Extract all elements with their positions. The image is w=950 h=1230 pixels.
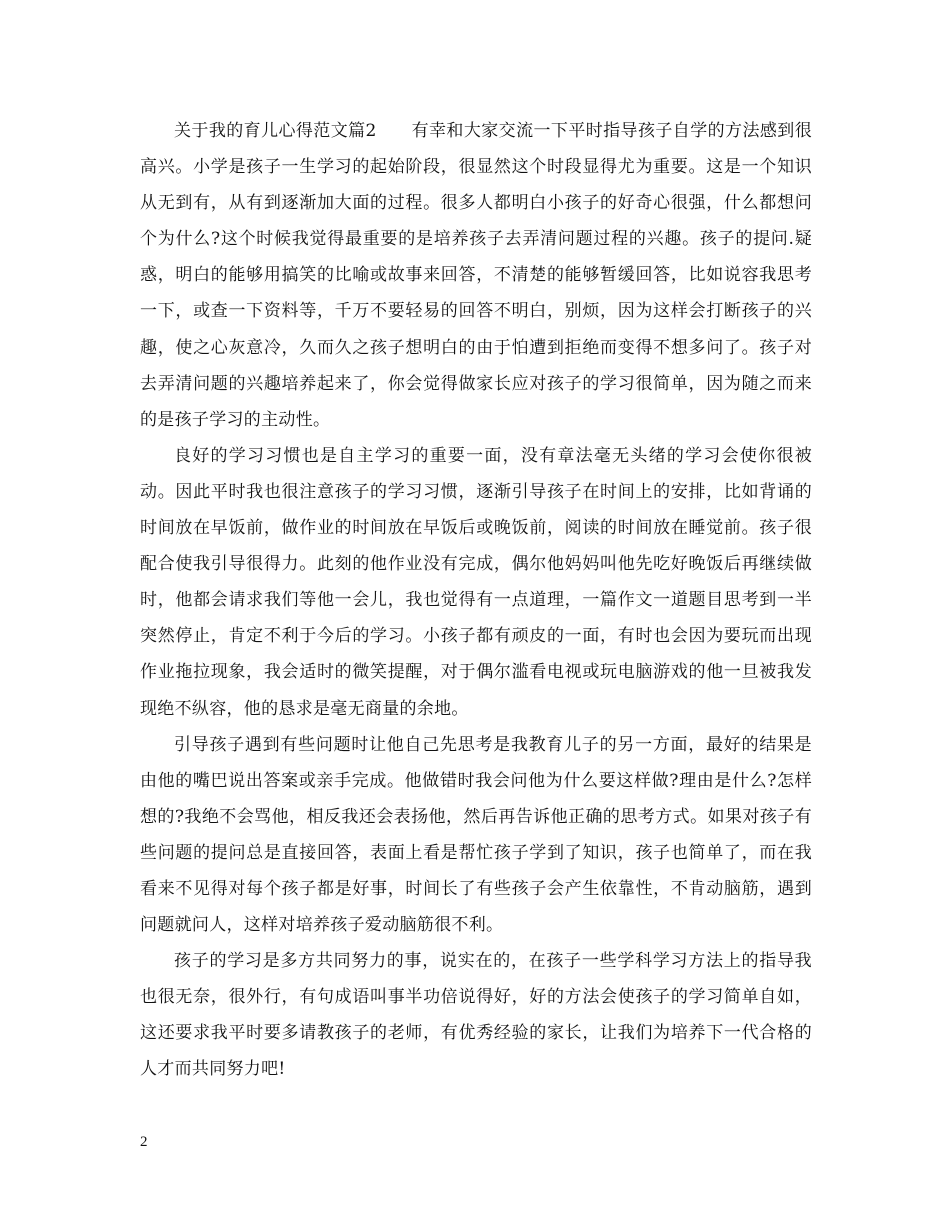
paragraph-3: 引导孩子遇到有些问题时让他自己先思考是我教育儿子的另一方面，最好的结果是由他的嘴巴说出答案或亲手完成。他做错时我会问他为什么要这样做?理由是什么?怎样想的?我绝不会骂他，相反我还会表扬他，然后再告诉他正确的思考方式。如果对孩子有些问题的提问总是直接回答，表面上看是帮忙孩子学到了知识，孩子也简单了，而在我看来不见得对每个孩子都是好事，时间长了有些孩子会产生依靠性，不肯动脑筋，遇到问题就问人，这样对培养孩子爱动脑筋很不利。 bbox=[140, 734, 812, 936]
paragraph-1: 关于我的育儿心得范文篇2 有幸和大家交流一下平时指导孩子自学的方法感到很高兴。小学是孩子一生学习的起始阶段，很显然这个时段显得尤为重要。这是一个知识从无到有，从有到逐渐加大面的过程。很多人都明白小孩子的好奇心很强，什么都想问个为什么?这个时候我觉得最重要的是培养孩子去弄清问题过程的兴趣。孩子的提问.疑惑，明白的能够用搞笑的比喻或故事来回答，不清楚的能够暂缓回答，比如说容我思考一下，或查一下资料等，千万不要轻易的回答不明白，别烦，因为这样会打断孩子的兴趣，使之心灰意冷，久而久之孩子想明白的由于怕遭到拒绝而变得不想多问了。孩子对去弄清问题的兴趣培养起来了，你会觉得做家长应对孩子的学习很简单，因为随之而来的是孩子学习的主动性。 bbox=[140, 121, 812, 430]
paragraph-4: 孩子的学习是多方共同努力的事，说实在的，在孩子一些学科学习方法上的指导我也很无奈，很外行，有句成语叫事半功倍说得好，好的方法会使孩子的学习简单自如，这还要求我平时要多请教孩子的老师，有优秀经验的家长，让我们为培养下一代合格的人才而共同努力吧! bbox=[140, 951, 812, 1080]
page-number: 2 bbox=[140, 1134, 148, 1150]
paragraph-2: 良好的学习习惯也是自主学习的重要一面，没有章法毫无头绪的学习会使你很被动。因此平时我也很注意孩子的学习习惯，逐渐引导孩子在时间上的安排，比如背诵的时间放在早饭前，做作业的时间放在早饭后或晚饭前，阅读的时间放在睡觉前。孩子很配合使我引导很得力。此刻的他作业没有完成，偶尔他妈妈叫他先吃好晚饭后再继续做时，他都会请求我们等他一会儿，我也觉得有一点道理，一篇作文一道题目思考到一半突然停止，肯定不利于今后的学习。小孩子都有顽皮的一面，有时也会因为要玩而出现作业拖拉现象，我会适时的微笑提醒，对于偶尔滥看电视或玩电脑游戏的他一旦被我发现绝不纵容，他的恳求是毫无商量的余地。 bbox=[140, 445, 812, 719]
document-body bbox=[140, 113, 812, 1088]
